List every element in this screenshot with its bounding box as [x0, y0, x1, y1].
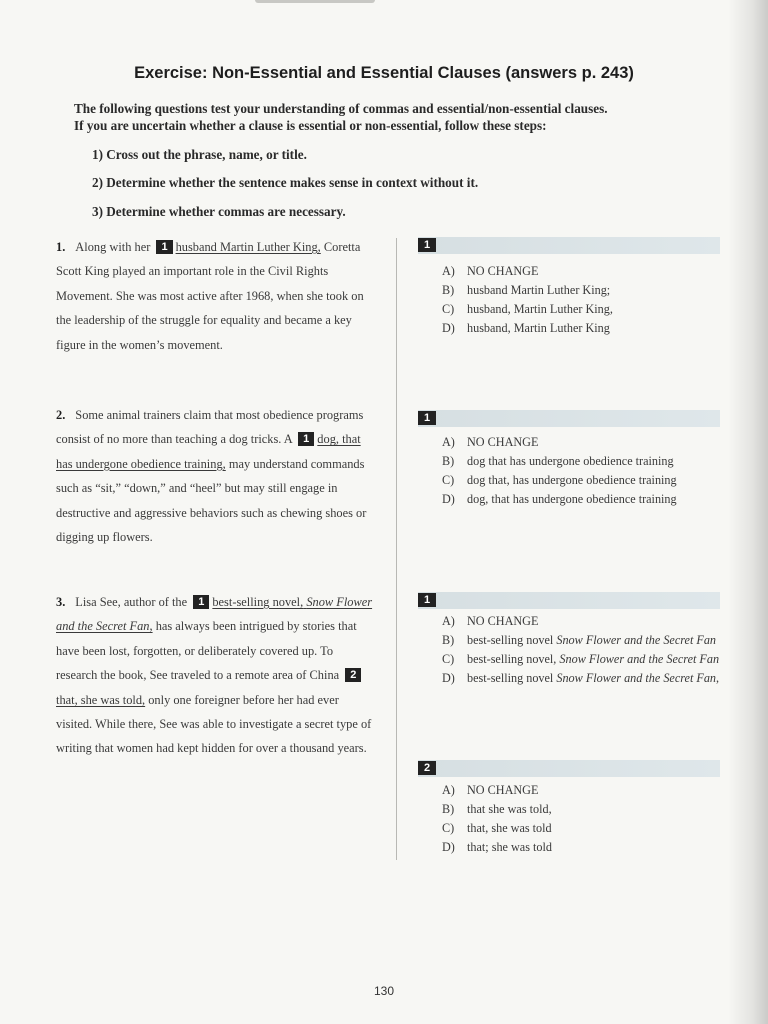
option-c[interactable]: [442, 819, 732, 838]
question-badge-2: 2: [345, 668, 361, 682]
option-b[interactable]: [442, 800, 732, 819]
option-text: dog, that has undergone obedience training: [467, 492, 677, 506]
answer-options-4: [442, 781, 732, 857]
option-italic-title: Snow Flower and the Secret Fan: [559, 652, 720, 666]
option-text: NO CHANGE: [467, 435, 539, 449]
answer-badge: 1: [418, 411, 436, 425]
underlined-phrase: husband Martin Luther King,: [175, 240, 321, 254]
page-edge-shadow: [728, 0, 768, 1024]
option-letter: B): [442, 633, 455, 647]
option-letter: B): [442, 454, 455, 468]
answer-badge: 2: [418, 761, 436, 775]
answer-header-2: [418, 410, 720, 427]
answer-header-3: [418, 592, 720, 609]
option-text: [467, 669, 732, 688]
option-letter: B): [442, 283, 455, 297]
question-number: 2.: [56, 408, 66, 422]
question-badge: 1: [156, 240, 172, 254]
option-text: [467, 631, 732, 650]
underlined-phrase-2: that, she was told,: [56, 692, 146, 707]
option-a[interactable]: [442, 262, 732, 281]
option-tail: ,: [716, 671, 720, 685]
option-text: husband, Martin Luther King: [467, 321, 610, 335]
option-letter: D): [442, 492, 455, 506]
step-3: 3) Determine whether commas are necessary.: [92, 204, 346, 219]
answer-header-4: [418, 760, 720, 777]
column-divider: [396, 238, 397, 860]
answer-header-1: [418, 237, 720, 254]
passage-text: Along with her: [75, 240, 151, 254]
passage-text: has always been intrigued by stories that have been lost, forgotten, or deliberately covered up. To research the book, See traveled to a remote area of China: [56, 619, 357, 683]
answer-badge: 1: [418, 593, 436, 607]
option-text: dog that, has undergone obedience training: [467, 473, 677, 487]
question-number: 3.: [56, 595, 66, 609]
underlined-phrase: dog, that has undergone obedience training,: [56, 432, 361, 471]
option-letter: C): [442, 821, 455, 835]
option-letter: A): [442, 264, 455, 278]
option-b[interactable]: [442, 281, 732, 300]
underlined-tail: ,: [149, 619, 153, 634]
option-letter: A): [442, 614, 455, 628]
option-d[interactable]: [442, 838, 732, 857]
option-letter: C): [442, 652, 455, 666]
option-letter: A): [442, 783, 455, 797]
option-italic-title: Snow Flower and the Secret Fan: [556, 671, 717, 685]
option-text: NO CHANGE: [467, 614, 539, 628]
option-letter: C): [442, 302, 455, 316]
option-text: that she was told,: [467, 802, 552, 816]
option-letter: D): [442, 840, 455, 854]
option-b[interactable]: [442, 631, 732, 650]
option-a[interactable]: [442, 612, 732, 631]
answer-badge: 1: [418, 238, 436, 252]
intro-line-2: If you are uncertain whether a clause is essential or non-essential, follow these steps:: [74, 117, 547, 133]
step-1: 1) Cross out the phrase, name, or title.: [92, 147, 307, 162]
question-number: 1.: [56, 240, 66, 254]
option-plain: best-selling novel: [467, 671, 557, 685]
answer-options-3: [442, 612, 732, 688]
option-c[interactable]: [442, 650, 732, 669]
underlined-plain: best-selling novel,: [212, 595, 304, 609]
option-d[interactable]: [442, 490, 732, 509]
answer-options-1: [442, 262, 732, 338]
option-letter: D): [442, 321, 455, 335]
option-text: that, she was told: [467, 821, 552, 835]
option-letter: B): [442, 802, 455, 816]
option-a[interactable]: [442, 781, 732, 800]
option-text: [467, 650, 732, 669]
question-1-passage: [56, 235, 374, 357]
passage-text: Coretta Scott King played an important role in the Civil Rights Movement. She was most active after 1968, when she took on the leadership of the struggle for equality and became a key figure in the women’s movement.: [56, 240, 364, 352]
option-c[interactable]: [442, 300, 732, 319]
option-letter: D): [442, 671, 455, 685]
question-badge: 1: [298, 432, 314, 446]
intro-line-1: The following questions test your understanding of commas and essential/non-essential clauses.: [74, 101, 608, 116]
option-d[interactable]: [442, 319, 732, 338]
option-letter: C): [442, 473, 455, 487]
intro-text: [74, 101, 714, 134]
option-c[interactable]: [442, 471, 732, 490]
option-plain: best-selling novel,: [467, 652, 560, 666]
underlined-italic-title: Snow Flower and the Secret Fan: [56, 595, 373, 634]
option-text: NO CHANGE: [467, 264, 539, 278]
option-d[interactable]: [442, 669, 732, 688]
scan-top-mark: [255, 0, 375, 3]
question-badge: 1: [193, 595, 209, 609]
option-text: dog that has undergone obedience training: [467, 454, 674, 468]
passage-text: may understand commands such as “sit,” “down,” and “heel” but may still engage in destructive and aggressive behaviors such as chewing shoes or digging up flowers.: [56, 456, 367, 545]
passage-text: Some animal trainers claim that most obedience programs consist of no more than teaching a dog tricks. A: [56, 408, 364, 447]
answer-options-2: [442, 433, 732, 509]
option-text: that; she was told: [467, 840, 552, 854]
option-text: NO CHANGE: [467, 783, 539, 797]
option-plain: best-selling novel: [467, 633, 557, 647]
passage-text: only one foreigner before her had ever visited. While there, See was able to investigate a secret type of writing that women had kept hidden for over a thousand years.: [56, 692, 372, 756]
step-2: 2) Determine whether the sentence makes sense in context without it.: [92, 175, 479, 190]
option-italic-title: Snow Flower and the Secret Fan: [556, 633, 717, 647]
option-text: husband, Martin Luther King,: [467, 302, 613, 316]
option-b[interactable]: [442, 452, 732, 471]
option-letter: A): [442, 435, 455, 449]
page-title: Exercise: Non-Essential and Essential Clauses (answers p. 243): [134, 64, 634, 82]
option-text: husband Martin Luther King;: [467, 283, 611, 297]
passage-text: Lisa See, author of the: [75, 595, 188, 609]
question-2-passage: [56, 403, 374, 549]
question-3-passage: [56, 590, 374, 761]
option-a[interactable]: [442, 433, 732, 452]
page-number: 130: [373, 984, 395, 998]
